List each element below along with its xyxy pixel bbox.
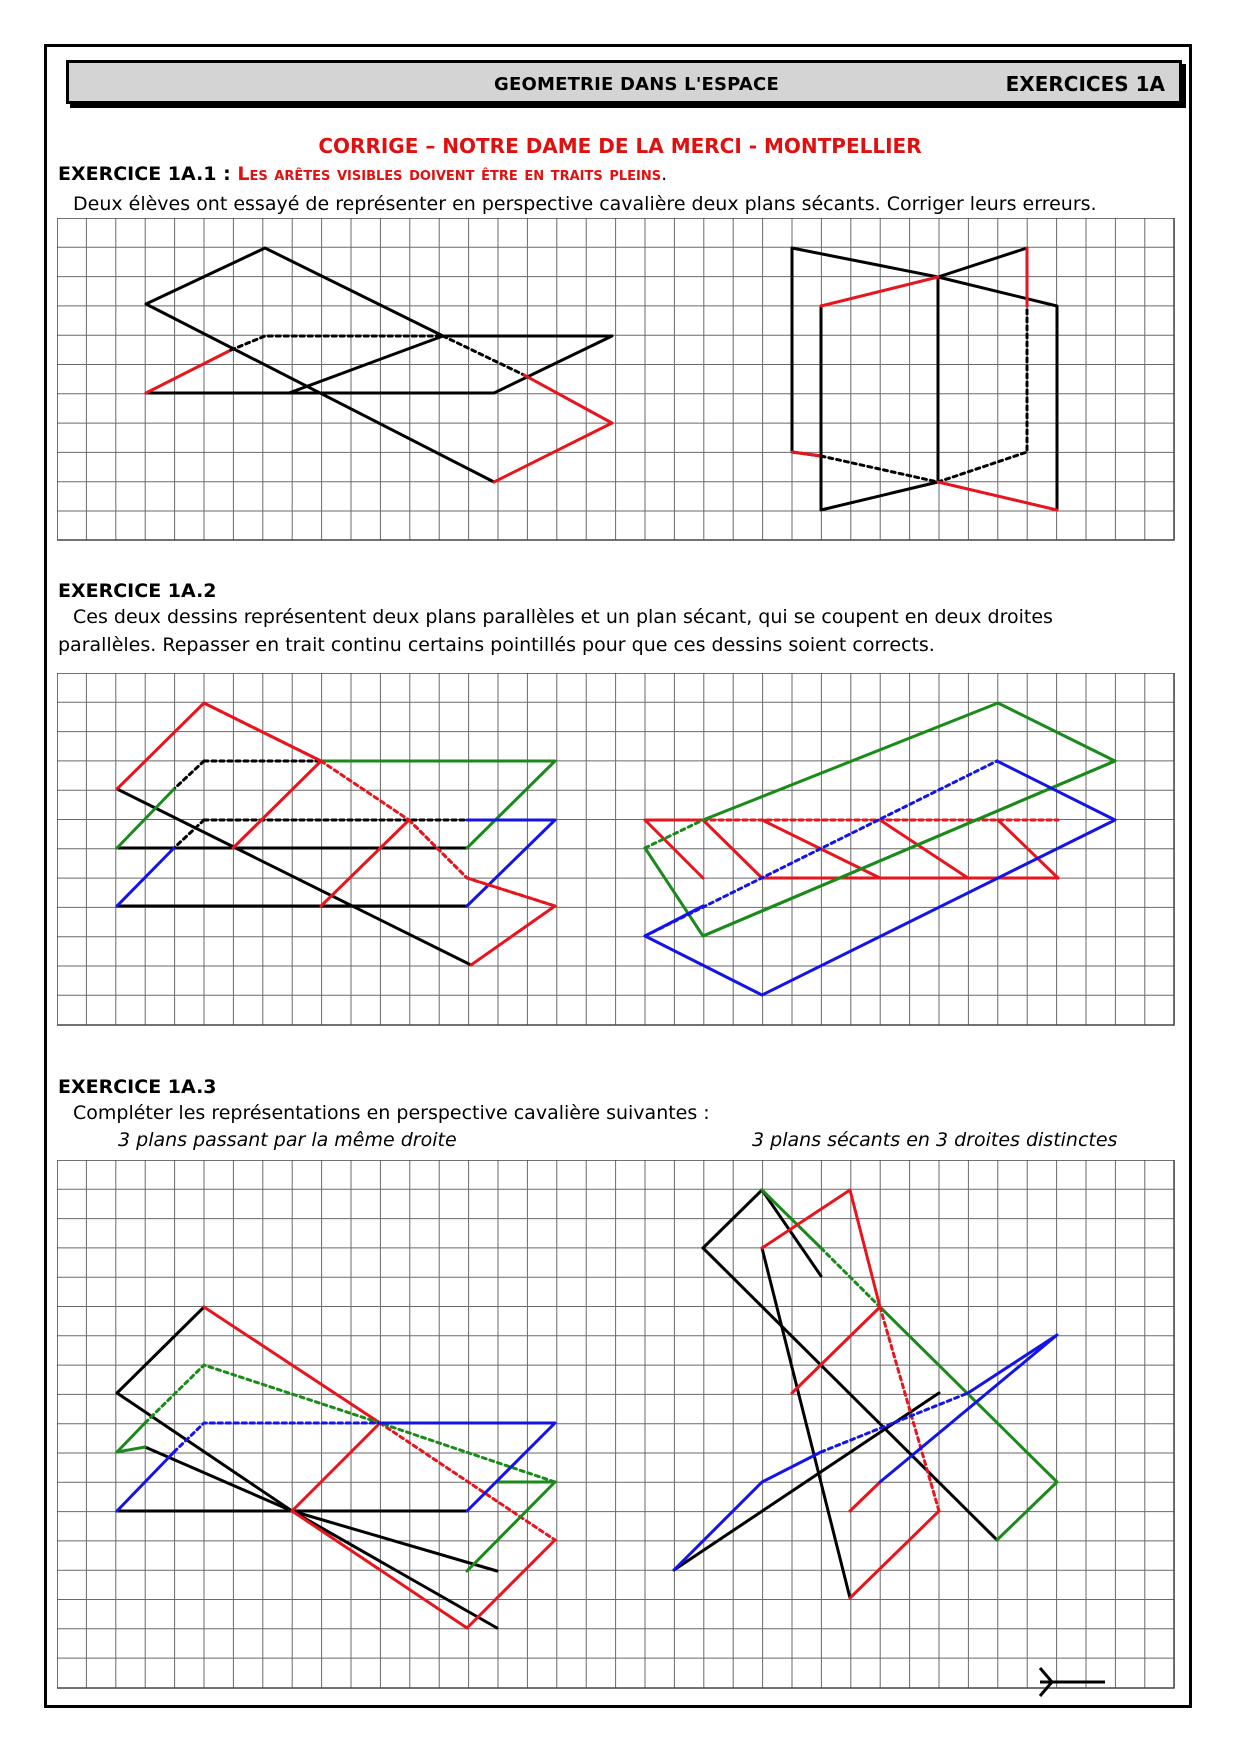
exercise3-figures [117, 1190, 1057, 1628]
exercise3-instruction: Compléter les représentations en perspective cavalière suivantes : [73, 1102, 710, 1124]
exercise1-heading: EXERCICE 1A.1 : [58, 163, 231, 185]
exercise3-heading: EXERCICE 1A.3 [58, 1076, 217, 1098]
exercise3-left-caption: 3 plans passant par la même droite [118, 1129, 457, 1151]
corrige-title: CORRIGE – NOTRE DAME DE LA MERCI - MONTPELLIER [318, 134, 922, 158]
exercise1-note-end: . [661, 163, 668, 185]
exercise1-instruction: Deux élèves ont essayé de représenter en perspective cavalière deux plans sécants. Corriger leurs erreurs. [73, 193, 1097, 215]
page-title: GEOMETRIE DANS L'ESPACE [494, 74, 779, 95]
exercise2-heading: EXERCICE 1A.2 [58, 580, 217, 602]
exercise2-grid [57, 673, 1183, 1033]
exercise3-grid [57, 1160, 1183, 1698]
exercise2-instruction-line2: parallèles. Repasser en trait continu certains pointillés pour que ces dessins soient corrects. [58, 634, 935, 656]
exercise1-note: Les arêtes visibles doivent être en traits pleins [237, 163, 662, 185]
exercise3-right-caption: 3 plans sécants en 3 droites distinctes [752, 1129, 1118, 1151]
header-bar [66, 60, 1182, 104]
exercise1-grid [57, 218, 1183, 546]
exercise2-instruction-line1: Ces deux dessins représentent deux plans parallèles et un plan sécant, qui se coupent en deux droites [73, 606, 1053, 628]
exercise1-heading-line [58, 163, 667, 185]
page-corner-mark [1030, 1660, 1110, 1710]
exercise-code: EXERCICES 1A [1005, 72, 1165, 96]
exercise1-figures [146, 248, 1057, 510]
grid-lines [57, 1160, 1174, 1688]
